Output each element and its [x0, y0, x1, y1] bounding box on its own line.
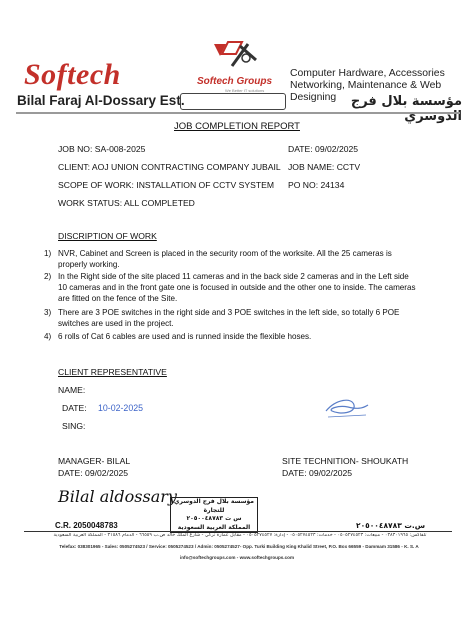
- technician-name: SITE TECHNITION- SHOUKATH: [282, 456, 409, 466]
- report-title: JOB COMPLETION REPORT: [174, 121, 300, 132]
- client-name: CLIENT: AOJ UNION CONTRACTING COMPANY JUBAIL: [58, 162, 281, 172]
- sign-label: SING:: [62, 421, 86, 431]
- job-number: JOB NO: SA-008-2025: [58, 144, 146, 154]
- name-label: NAME:: [58, 385, 86, 395]
- client-date-value: 10-02-2025: [98, 403, 143, 413]
- commercial-registration: C.R. 2050048783: [55, 521, 118, 530]
- header-divider: [16, 112, 460, 114]
- group-name: Softech Groups: [197, 76, 273, 87]
- description-item: 4) 6 rolls of Cat 6 cables are used and is runned inside the flexible hoses.: [44, 332, 312, 341]
- client-signature-icon: [322, 393, 372, 423]
- services-line-1: Computer Hardware, Accessories: [290, 68, 445, 79]
- footer-divider: [24, 531, 452, 532]
- description-item: 3) There are 3 POE switches in the right side and 3 POE switches in the left side, so totally 6 POE switches are used in the project.: [44, 308, 400, 329]
- arabic-establishment-name: مؤسسة بلال فرج الدوسري: [350, 94, 462, 124]
- description-item: 1) NVR, Cabinet and Screen is placed in the security room of the worksite. All the 25 cameras is properly working.: [44, 249, 392, 270]
- report-date: DATE: 09/02/2025: [288, 144, 359, 154]
- footer-website: info@softechgroups.com - www.softechgroups.com: [179, 555, 295, 560]
- establishment-name: Bilal Faraj Al-Dossary Est.: [17, 93, 185, 108]
- brand-logo-text: Softech: [24, 58, 121, 91]
- job-name: JOB NAME: CCTV: [288, 162, 361, 172]
- group-tagline: We Better IT solutions: [225, 88, 265, 93]
- description-heading: DISCRIPTION OF WORK: [58, 231, 157, 241]
- description-item: 2) In the Right side of the site placed 11 cameras and in the back side 2 cameras and in the Left side 10 cameras and in the front gate one is focused in outside and the other one to inside. The cameras are fitted on the fence of the Site.: [44, 272, 416, 304]
- technician-date: DATE: 09/02/2025: [282, 468, 353, 478]
- client-rep-heading: CLIENT REPRESENTATIVE: [58, 367, 167, 377]
- footer-address-arabic: تلفاكس: ٠٣٨٣٠١٩٦٥ - مبيعات: ٠٥٠٥٢٧٤٥٢٣ - خدمات: ٠٥٠٥٢٧٤٥٢٣ - إدارة: ٠٥٠٥٢٧٤٥٢٧ - مقابل عمارة تركي - شارع الملك خالد ص.ب ٦٦٥٥٩ - الدمام ٣١٥٨٦ - المملكة العربية السعودية: [53, 533, 427, 538]
- footer-address-english: Telefax: 038301965 - Sales: 0505274523 / Service: 0505274523 / Admin: 0505274527- Opp. Turki Building King Khalid Street, P.O. Box 66559 - Dammam 31586 - K. S. A: [59, 544, 419, 549]
- manager-handwritten-signature: Bilal aldossary: [58, 487, 177, 506]
- company-stamp: مؤسسة بلال فرج الدوسري للتجارة س ت ٢٠٥٠٠٤٨٧٨٣ المملكة العربية السعودية: [170, 497, 258, 533]
- work-status: WORK STATUS: ALL COMPLETED: [58, 198, 195, 208]
- date-label: DATE:: [62, 403, 87, 413]
- manager-date: DATE: 09/02/2025: [58, 468, 129, 478]
- services-line-2: Networking, Maintenance & Web Designing: [290, 80, 442, 103]
- establishment-frame: [180, 93, 286, 110]
- commercial-registration-arabic: س.ت ٢٠٥٠٠٤٨٧٨٣: [356, 521, 426, 530]
- po-number: PO NO: 24134: [288, 180, 345, 190]
- manager-name: MANAGER- BILAL: [58, 456, 131, 466]
- scope-of-work: SCOPE OF WORK: INSTALLATION OF CCTV SYSTEM: [58, 180, 274, 190]
